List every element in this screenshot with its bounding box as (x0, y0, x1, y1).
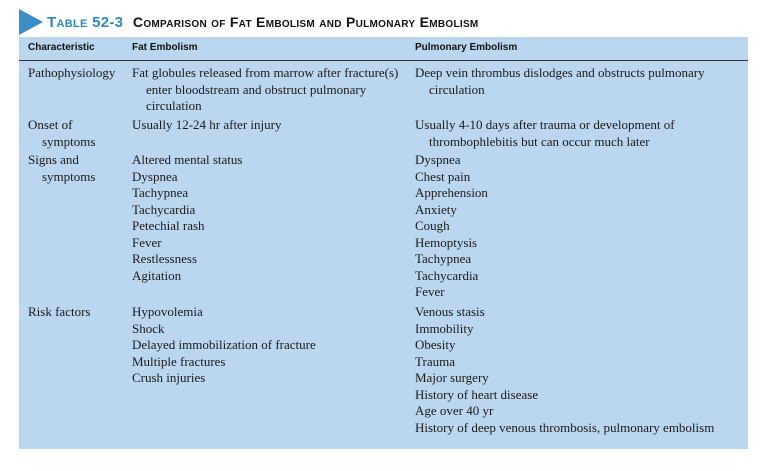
list-item: Shock (132, 320, 165, 336)
title-text (47, 14, 479, 31)
list-item: Tachypnea (415, 251, 472, 266)
list-item: Petechial rash (132, 218, 205, 233)
list-item: Apprehension (415, 185, 488, 200)
cell-line: symptoms (42, 133, 96, 149)
list-item: Restlessness (132, 251, 197, 266)
title-arrow-icon (19, 9, 43, 35)
list-item: Age over 40 yr (415, 403, 494, 418)
cell-line: Usually 4-10 days after trauma or development of (415, 117, 675, 132)
list-item: Major surgery (415, 370, 489, 385)
cell-line: enter bloodstream and obstruct pulmonary (146, 81, 367, 97)
list-item: Dyspnea (415, 152, 461, 167)
list-item: Delayed immobilization of fracture (132, 337, 316, 352)
list-item: Venous stasis (415, 304, 485, 319)
cell-line: Risk factors (28, 304, 91, 319)
table-caption: Comparison of Fat Embolism and Pulmonary Embolism (132, 13, 479, 30)
list-item: Agitation (132, 267, 182, 283)
table-title (19, 9, 479, 35)
cell-fat-embolism (132, 117, 281, 134)
list-item: Fever (415, 284, 445, 299)
header-pulmonary-embolism: Pulmonary Embolism (415, 42, 518, 53)
list-item: Crush injuries (132, 370, 206, 385)
cell-line: circulation (429, 81, 485, 97)
cell-characteristic (28, 65, 115, 82)
list-item: Trauma (415, 353, 455, 369)
list-item: Altered mental status (132, 152, 243, 167)
cell-line: Deep vein thrombus dislodges and obstructs pulmonary (415, 65, 705, 80)
cell-pulmonary-embolism (415, 117, 675, 150)
list-item: Obesity (415, 337, 456, 352)
cell-pulmonary-embolism (415, 304, 714, 436)
cell-characteristic (28, 117, 95, 150)
list-item: History of heart disease (415, 386, 539, 402)
list-item: Dyspnea (132, 168, 178, 184)
comparison-table (19, 37, 748, 449)
list-item: Tachycardia (132, 201, 196, 217)
cell-line: thrombophlebitis but can occur much later (429, 133, 650, 149)
cell-line: Fat globules released from marrow after fracture(s) (132, 65, 399, 80)
cell-line: symptoms (42, 168, 96, 184)
cell-pulmonary-embolism (415, 65, 705, 98)
cell-line: Usually 12-24 hr after injury (132, 117, 282, 132)
cell-line: Signs and (28, 152, 79, 167)
cell-characteristic (28, 304, 90, 321)
header-rule (19, 60, 748, 61)
list-item: Cough (415, 218, 450, 233)
cell-fat-embolism (132, 304, 316, 387)
list-item: Hemoptysis (415, 234, 478, 250)
cell-line: circulation (146, 98, 202, 113)
list-item: History of deep venous thrombosis, pulmonary embolism (415, 419, 715, 435)
cell-pulmonary-embolism (415, 152, 488, 301)
list-item: Immobility (415, 320, 474, 336)
list-item: Fever (132, 234, 162, 250)
list-item: Multiple fractures (132, 353, 226, 369)
list-item: Tachycardia (415, 267, 479, 283)
list-item: Tachypnea (132, 185, 189, 200)
header-characteristic: Characteristic (28, 42, 95, 53)
list-item: Hypovolemia (132, 304, 203, 319)
cell-characteristic (28, 152, 95, 185)
list-item: Anxiety (415, 201, 457, 217)
cell-fat-embolism (132, 65, 398, 115)
cell-line: Onset of (28, 117, 73, 132)
list-item: Chest pain (415, 168, 471, 184)
header-fat-embolism: Fat Embolism (132, 42, 198, 53)
cell-fat-embolism (132, 152, 242, 284)
cell-line: Pathophysiology (28, 65, 116, 80)
table-number: Table 52-3 (47, 13, 124, 31)
